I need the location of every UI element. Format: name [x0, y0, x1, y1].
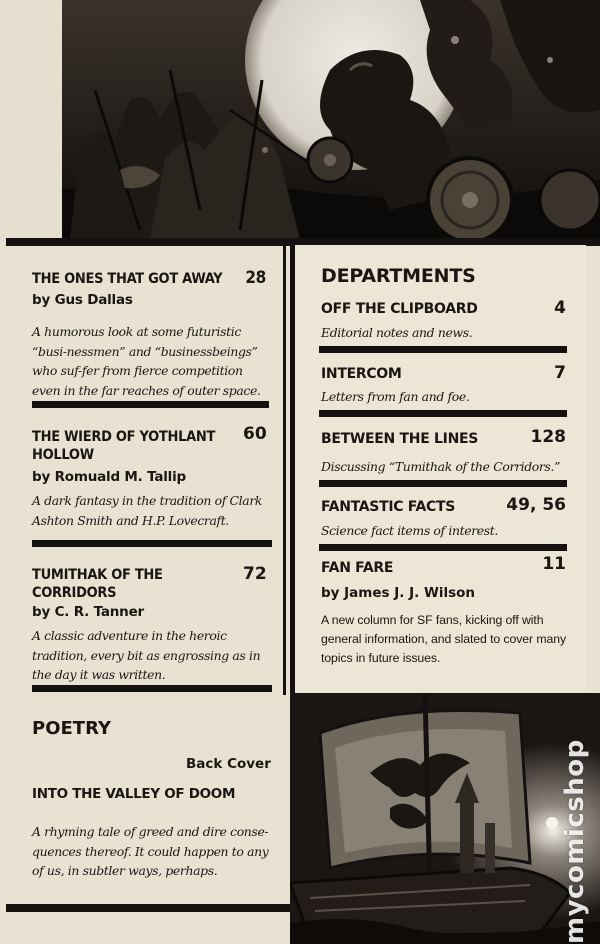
divider-rule [32, 685, 272, 692]
ship-illustration [290, 693, 600, 944]
divider-rule [319, 480, 567, 487]
story-title-text: THE ONES THAT GOT AWAY [32, 271, 223, 287]
story-byline: by Gus Dallas [32, 292, 133, 308]
page-margin [0, 0, 62, 240]
poem-title: INTO THE VALLEY OF DOOM [32, 786, 236, 802]
department-title: FAN FARE [321, 560, 394, 576]
story-title [32, 566, 212, 602]
departments-heading: DEPARTMENTS [321, 265, 476, 287]
divider-rule [319, 410, 567, 417]
story-blurb: A dark fantasy in the tradition of Clark Ashton Smith and H.P. Lovecraft. [32, 493, 263, 528]
department-description: Science fact items of interest. [321, 523, 498, 538]
story-page-number: 60 [243, 424, 267, 444]
department-description: A new column for SF fans, kicking off with general information, and slated to cover many topics in future issues. [321, 613, 566, 665]
department-page-number: 11 [542, 554, 566, 574]
poetry-heading: POETRY [32, 718, 111, 739]
column-divider [283, 245, 286, 695]
poetry-location: Back Cover [186, 756, 271, 772]
department-title: OFF THE CLIPBOARD [321, 301, 478, 317]
department-description: Discussing “Tumithak of the Corridors.” [321, 459, 561, 474]
department-description: Editorial notes and news. [321, 325, 473, 340]
poem-blurb: A rhyming tale of greed and dire conse-quences thereof. It could happen to any of us, in subtler ways, perhaps. [32, 824, 269, 878]
department-description: Letters from fan and foe. [321, 389, 470, 404]
department-byline: by James J. J. Wilson [321, 585, 476, 601]
story-page-number: 72 [243, 564, 267, 584]
story-blurb: A classic adventure in the heroic tradition, every bit as engrossing as in the day it was written. [32, 628, 261, 682]
department-title: INTERCOM [321, 366, 402, 382]
departments-panel [290, 245, 586, 693]
watermark: mycomicshop [560, 739, 590, 944]
divider-rule [6, 904, 290, 912]
story-blurb: A humorous look at some futuristic “busi-nessmen” and “businessbeings” who suf-fer from fierce competition even in the far reaches of outer space. [32, 324, 261, 398]
story-byline: by Romuald M. Tallip [32, 469, 186, 485]
department-title: FANTASTIC FACTS [321, 499, 455, 515]
department-title: BETWEEN THE LINES [321, 431, 479, 447]
department-page-number: 4 [554, 298, 566, 318]
department-page-number: 49, 56 [506, 495, 566, 515]
department-page-number: 128 [530, 427, 566, 447]
divider-rule [319, 544, 567, 551]
divider-rule [32, 540, 272, 547]
battle-illustration [0, 0, 600, 240]
story-title-text: THE WIERD OF YOTHLANT HOLLOW [32, 429, 216, 463]
divider-rule [32, 401, 269, 408]
story-title [32, 270, 272, 288]
story-title-text: TUMITHAK OF THE CORRIDORS [32, 567, 163, 601]
story-byline: by C. R. Tanner [32, 604, 144, 620]
department-page-number: 7 [554, 363, 566, 383]
story-title [32, 428, 237, 464]
divider-rule [319, 346, 567, 353]
story-page-number: 28 [245, 268, 266, 288]
